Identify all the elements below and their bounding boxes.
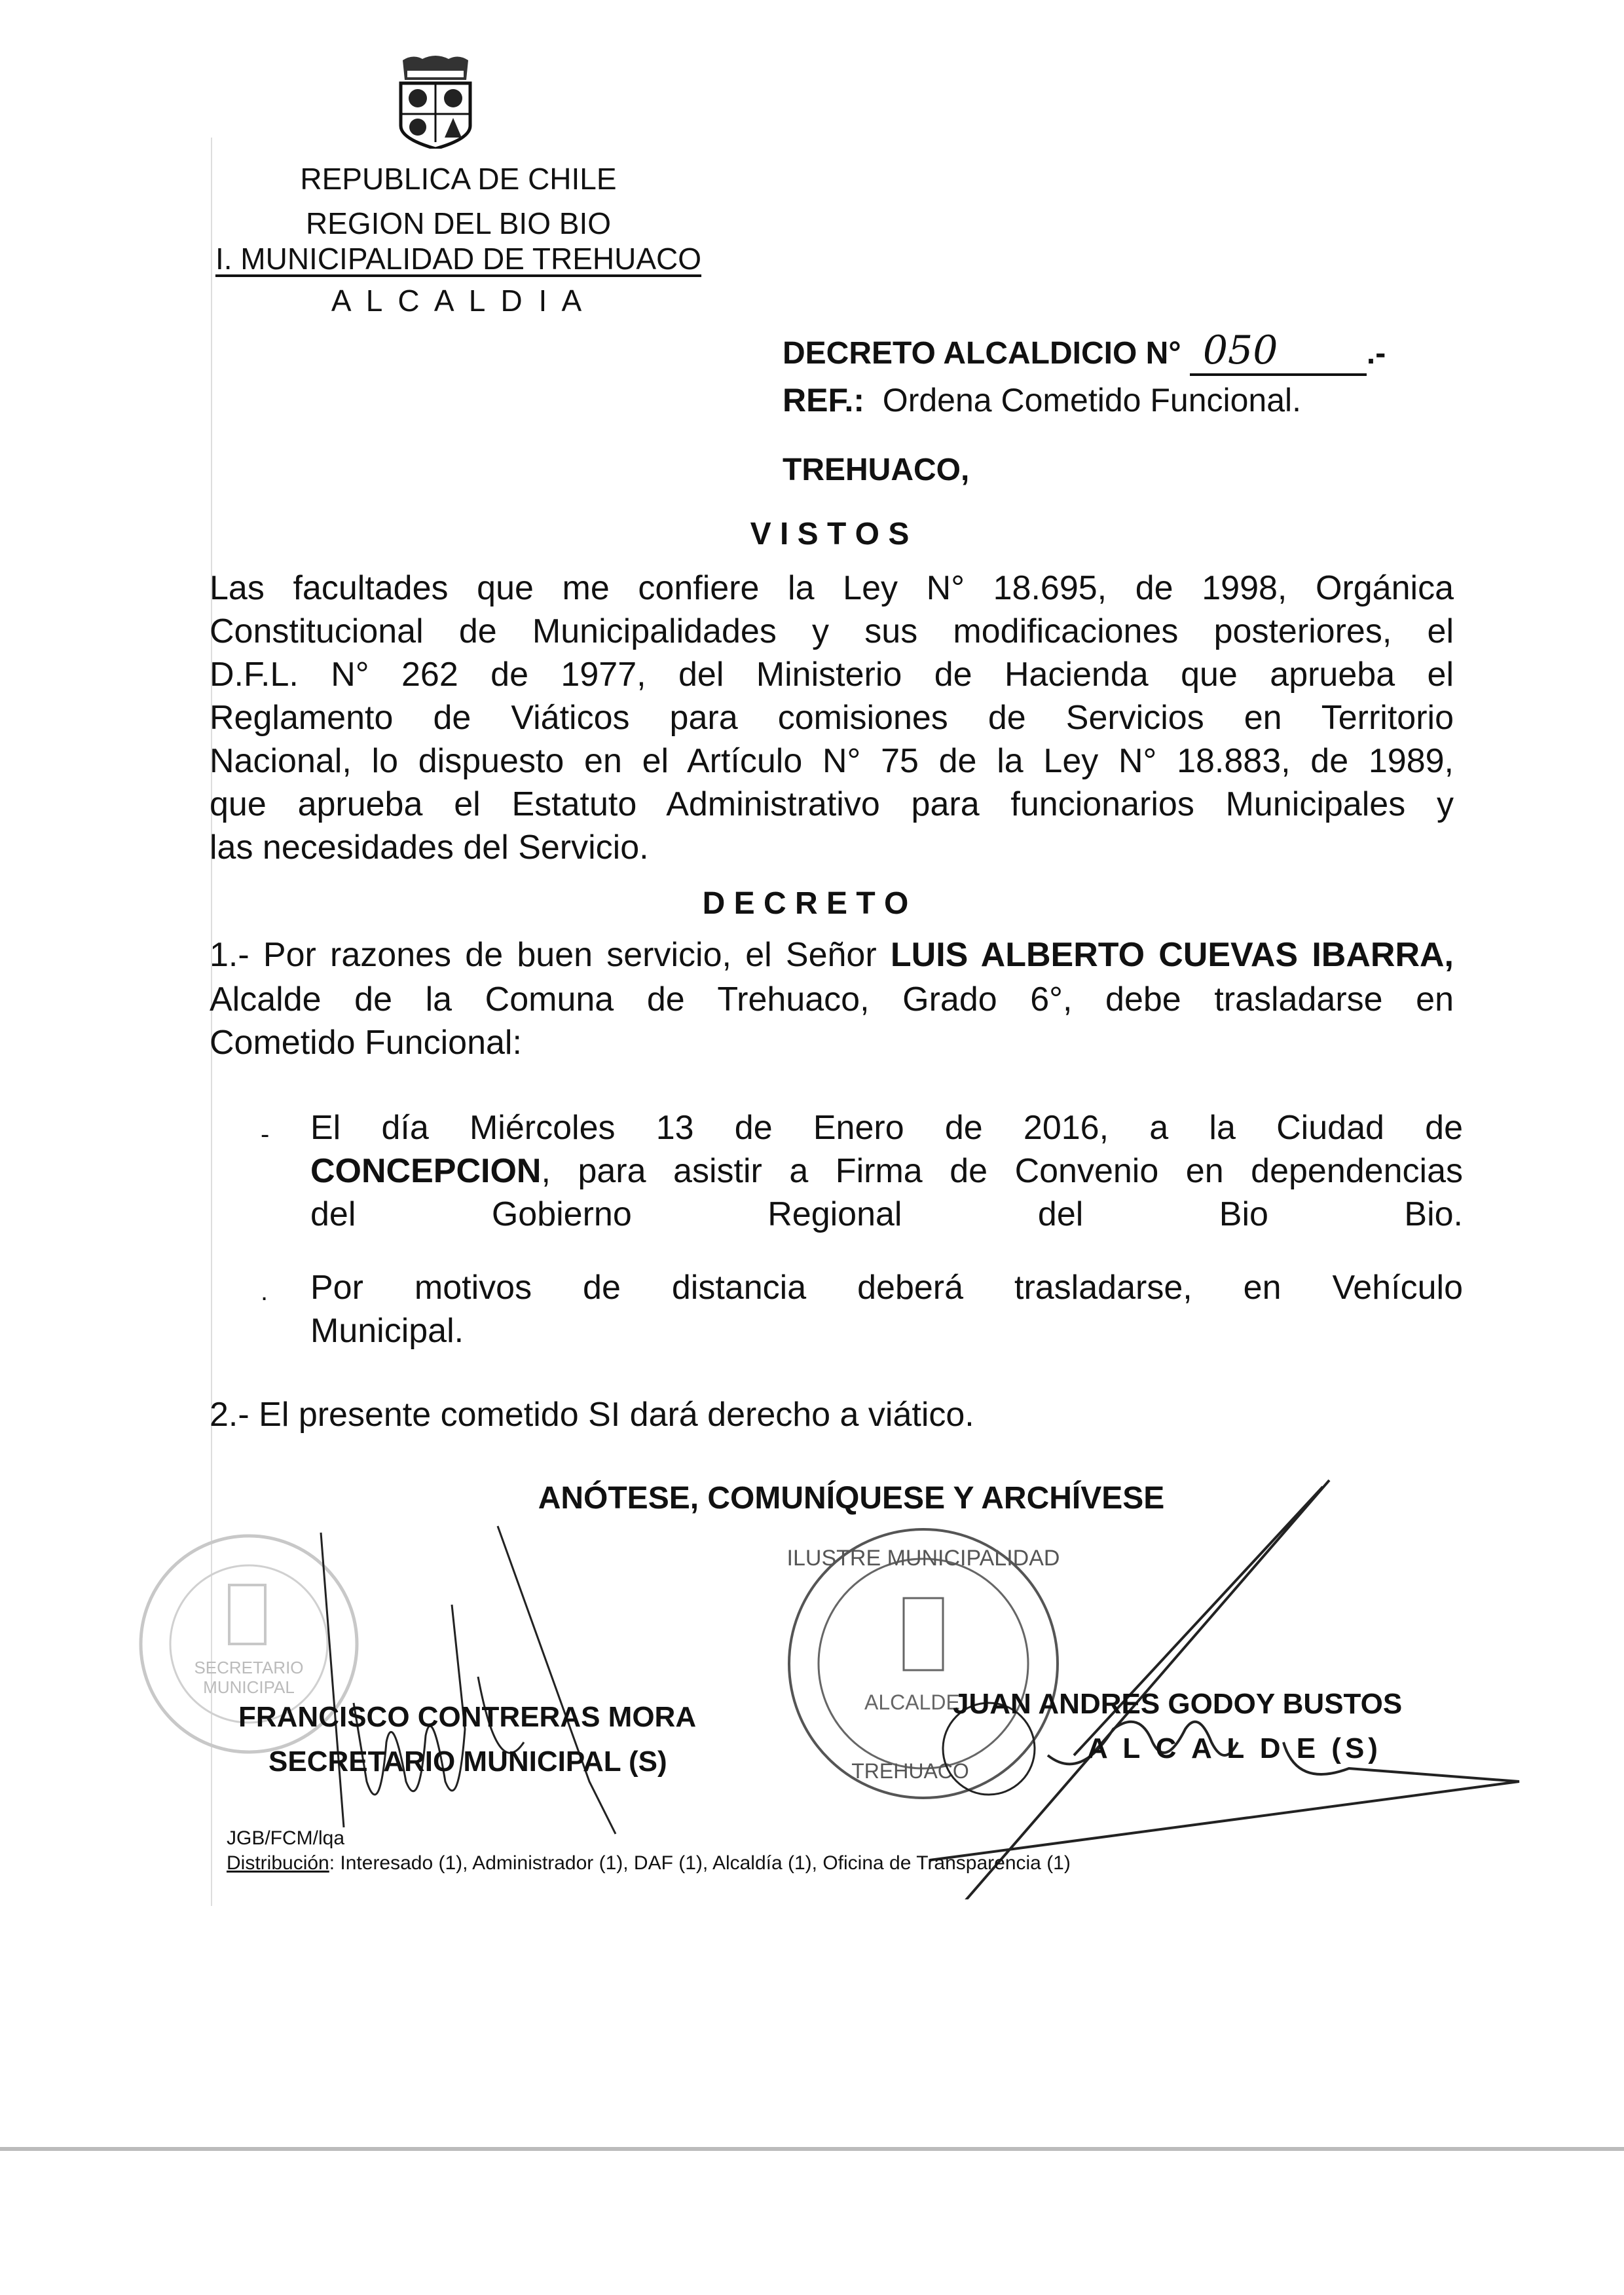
vistos-line: Las facultades que me confiere la Ley N° 18.695, de 1998, Orgánica: [210, 569, 1454, 607]
item1-text: 1.- Por razones de buen servicio, el Señor: [210, 936, 877, 974]
decree-title-row: DECRETO ALCALDICIO N° 050 .-: [783, 327, 1386, 376]
vistos-line: D.F.L. N° 262 de 1977, del Ministerio de Hacienda que aprueba el: [210, 656, 1454, 694]
mayor-name: JUAN ANDRES GODOY BUSTOS: [953, 1688, 1403, 1720]
stamp-text: SECRETARIO: [194, 1658, 304, 1677]
item1-line1: [210, 938, 1454, 972]
decree-number: 050: [1190, 327, 1367, 376]
item1-line3: Cometido Funcional:: [210, 1024, 522, 1062]
place: TREHUACO,: [783, 453, 970, 487]
decree-title: DECRETO ALCALDICIO N°: [783, 336, 1181, 371]
ref-text: Ordena Cometido Funcional.: [882, 382, 1302, 419]
header-republic: REPUBLICA DE CHILE: [300, 162, 617, 196]
distribution-text: : Interesado (1), Administrador (1), DAF (1), Alcaldía (1), Oficina de Transparencia (1): [329, 1852, 1071, 1874]
scan-edge: [0, 2147, 1624, 2151]
vistos-line: que aprueba el Estatuto Administrativo para funcionarios Municipales y: [210, 785, 1454, 823]
vistos-line: las necesidades del Servicio.: [210, 829, 649, 867]
bullet-dash: -: [261, 1120, 270, 1149]
initials: JGB/FCM/lqa: [227, 1827, 345, 1849]
stamp-text: ALCALDE: [864, 1690, 960, 1714]
coat-of-arms-icon: [393, 54, 478, 149]
bullet1-text: , para asistir a Firma de Convenio en dependencias: [541, 1152, 1463, 1190]
ref-label: REF.:: [783, 382, 864, 419]
bullet-dot: .: [261, 1277, 268, 1306]
bullet2-line1: Por motivos de distancia deberá trasladarse, en Vehículo: [310, 1269, 1463, 1307]
bullet1-line3: del Gobierno Regional del Bio Bio.: [310, 1195, 1463, 1233]
secretary-title: SECRETARIO MUNICIPAL (S): [268, 1745, 667, 1778]
bullet2-line2: Municipal.: [310, 1312, 464, 1350]
decreto-heading: D E C R E T O: [702, 886, 909, 921]
item2: 2.- El presente cometido SI dará derecho a viático.: [210, 1396, 974, 1434]
stamp-text: TREHUACO: [851, 1759, 969, 1783]
mayor-title: A L C A L D E (S): [1087, 1732, 1382, 1764]
distribution-label: Distribución: [227, 1852, 329, 1874]
header-region: REGION DEL BIO BIO: [305, 206, 612, 240]
ref-row: [783, 381, 1301, 419]
bullet1-line2: [310, 1154, 1463, 1188]
vistos-line: Reglamento de Viáticos para comisiones de Servicios en Territorio: [210, 699, 1454, 737]
header-alcaldia: A L C A L D I A: [331, 284, 586, 318]
city-name: CONCEPCION: [310, 1152, 542, 1190]
secretary-name: FRANCISCO CONTRERAS MORA: [238, 1701, 697, 1733]
stamp-text: ILUSTRE MUNICIPALIDAD: [786, 1546, 1060, 1571]
bullet1-line1: El día Miércoles 13 de Enero de 2016, a la Ciudad de: [310, 1109, 1463, 1147]
header-municipality: I. MUNICIPALIDAD DE TREHUACO: [215, 242, 702, 276]
distribution: [227, 1852, 1071, 1875]
official-name: LUIS ALBERTO CUEVAS IBARRA,: [890, 936, 1454, 974]
closing-formula: ANÓTESE, COMUNÍQUESE Y ARCHÍVESE: [538, 1481, 1165, 1516]
stamp-text: MUNICIPAL: [203, 1677, 295, 1697]
vistos-heading: V I S T O S: [750, 517, 910, 551]
item1-line2: Alcalde de la Comuna de Trehuaco, Grado 6°, debe trasladarse en: [210, 980, 1454, 1018]
vistos-line: Constitucional de Municipalidades y sus modificaciones posteriores, el: [210, 612, 1454, 650]
vistos-line: Nacional, lo dispuesto en el Artículo N° 75 de la Ley N° 18.883, de 1989,: [210, 742, 1454, 780]
